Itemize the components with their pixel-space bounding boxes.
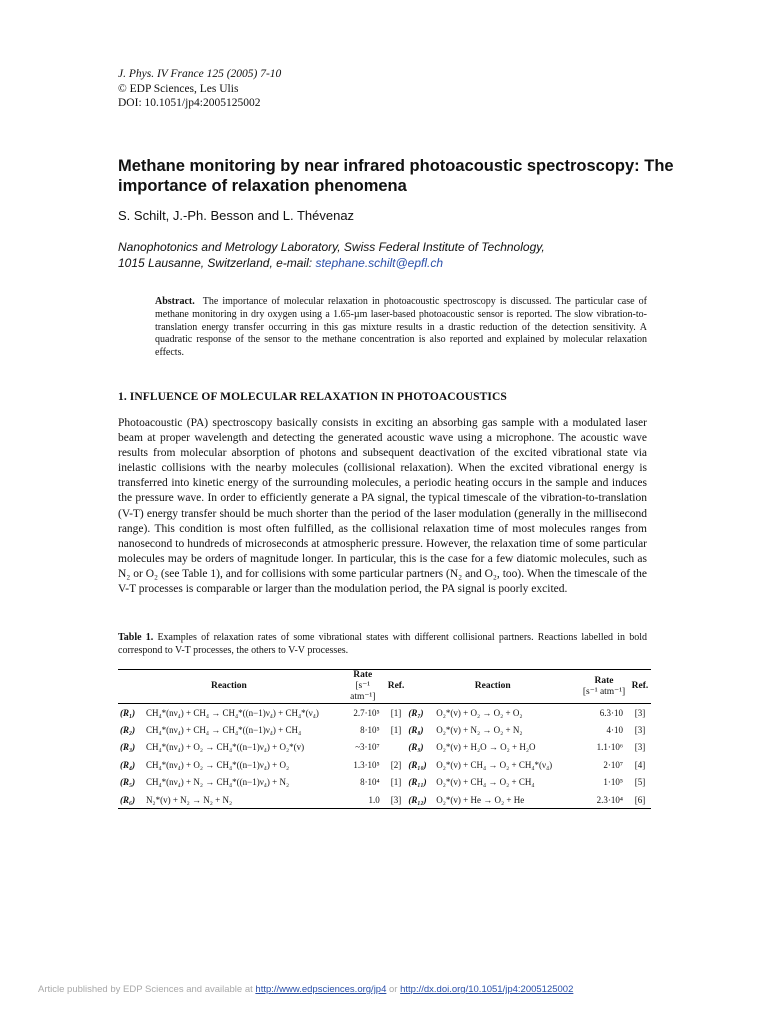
reaction-id: (R₆)	[120, 794, 136, 805]
journal-copyright: © EDP Sciences, Les Ulis	[118, 82, 239, 95]
page-footer	[38, 984, 573, 995]
section-heading: 1. INFLUENCE OF MOLECULAR RELAXATION IN PHOTOACOUSTICS	[118, 391, 507, 403]
table-caption-label: Table 1.	[118, 632, 154, 643]
table-row	[118, 721, 651, 738]
header-reaction-left: Reaction	[210, 681, 247, 691]
reaction-rate: 4·10	[606, 725, 623, 736]
reaction-rate: 1.3·10⁵	[353, 759, 380, 770]
reaction-ref: [6]	[634, 794, 646, 805]
edp-sciences-link[interactable]: http://www.edpsciences.org/jp4	[255, 984, 387, 995]
reaction-equation: N₂*(v) + N₂ → N₂ + N₂	[145, 794, 233, 805]
reaction-ref: [3]	[634, 707, 646, 718]
reaction-ref: [1]	[390, 777, 402, 788]
reaction-id: (R₄)	[120, 759, 136, 770]
reaction-rate: 2.7·10⁵	[353, 707, 380, 718]
table-caption	[118, 632, 647, 657]
journal-header	[118, 67, 281, 111]
reaction-id: (R₃)	[120, 742, 136, 753]
footer-text: Article published by EDP Sciences and available at	[38, 984, 256, 995]
reaction-rate: 2.3·10⁴	[596, 794, 623, 805]
abstract-text: The importance of molecular relaxation in photoacoustic spectroscopy is discussed. The particular case of methane monitoring in dry oxygen using a 1.65-µm laser-based photoacoustic sensor is reported. The slow vibration-to-translation energy transfer occurring in this gas mixture results in a drastic reduction of the detection sensitivity. A quadratic response of the sensor to the methane concentration is also reported and explained by molecular relaxation effects.	[155, 296, 647, 359]
table-row	[118, 756, 651, 773]
reaction-equation: O₂*(v) + CH₄ → O₂ + CH₄*(ν₄)	[436, 759, 553, 770]
authors: S. Schilt, J.-Ph. Besson and L. Thévenaz	[118, 208, 355, 223]
reaction-equation: O₂*(v) + O₂ → O₂ + O₂	[436, 707, 523, 718]
reaction-ref: [3]	[634, 725, 646, 736]
table-row	[118, 774, 651, 791]
reaction-equation: CH₄*(nν₄) + CH₄ → CH₄*((n−1)ν₄) + CH₄	[145, 725, 302, 736]
reaction-id: (R₇)	[408, 707, 424, 718]
header-rate-right: Rate [s⁻¹ atm⁻¹]	[582, 675, 626, 697]
reaction-rate: 1.1·10⁶	[596, 742, 623, 753]
reaction-ref: [3]	[390, 794, 402, 805]
table-row	[118, 704, 651, 722]
reaction-rate: 8·10⁴	[360, 777, 380, 788]
affiliation-line-1: Nanophotonics and Metrology Laboratory, Swiss Federal Institute of Technology,	[118, 240, 545, 254]
reaction-equation: CH₄*(nν₄) + N₂ → CH₄*((n−1)ν₄) + N₂	[145, 777, 290, 788]
table-header-row	[118, 670, 651, 704]
header-rate-left: Rate [s⁻¹ atm⁻¹]	[350, 670, 376, 702]
reaction-equation: CH₄*(nν₄) + O₂ → CH₄*((n−1)ν₄) + O₂*(v)	[145, 742, 305, 753]
reaction-rate: 1.0	[368, 794, 380, 805]
reaction-ref: [1]	[390, 707, 402, 718]
affiliation-line-2	[118, 255, 658, 271]
reaction-id: (R₁₂)	[408, 794, 427, 805]
reaction-ref: [1]	[390, 725, 402, 736]
reaction-rate: ~3·10⁷	[355, 742, 380, 753]
paper-title: Methane monitoring by near infrared photoacoustic spectroscopy: The importance of relaxation phenomena	[118, 157, 674, 195]
reaction-id: (R₂)	[120, 725, 136, 736]
journal-citation: J. Phys. IV France 125 (2005) 7-10	[118, 68, 282, 80]
affiliation	[118, 239, 658, 271]
header-ref-right: Ref.	[631, 681, 649, 691]
relaxation-table	[118, 669, 651, 809]
reaction-id: (R₅)	[120, 777, 136, 788]
reaction-rate: 8·10⁵	[360, 725, 380, 736]
table-row	[118, 791, 651, 809]
reaction-equation: O₂*(v) + CH₄ → O₂ + CH₄	[436, 777, 535, 788]
abstract	[155, 296, 647, 360]
reaction-ref: [3]	[634, 742, 646, 753]
reaction-rate: 1·10⁵	[603, 777, 623, 788]
reaction-equation: O₂*(v) + H₂O → O₂ + H₂O	[436, 742, 536, 753]
reaction-equation: CH₄*(nν₄) + CH₄ → CH₄*((n−1)ν₄) + CH₄*(ν₄)	[145, 707, 319, 718]
table-caption-text: Examples of relaxation rates of some vibrational states with different collisional partners. Reactions labelled in bold correspond to V-T processes, the others to V-V processes.	[118, 632, 648, 656]
reaction-ref: [5]	[634, 777, 646, 788]
reaction-ref: [4]	[634, 759, 646, 770]
footer-separator: or	[386, 984, 401, 995]
reaction-rate: 6.3·10	[599, 707, 623, 718]
body-paragraph: Photoacoustic (PA) spectroscopy basically consists in exciting an absorbing gas sample with a modulated laser beam at proper wavelength and detecting the generated acoustic wave using a microphone. The acoustic wave results from molecular absorption of photons and subsequent deactivation of the excited vibrational state via inelastic collisions with the nearby molecules (collisional relaxation). When the excited vibrational energy is transferred into kinetic energy of the surrounding molecules, a periodic heating occurs in the sample and induces the pressure wave. In order to efficiently generate a PA signal, the typical timescale of the vibration-to-translation (V-T) energy transfer should be much shorter than the period of the laser modulation (generally in the millisecond range). This condition is most often fulfilled, as the collisional relaxation time of most molecules ranges from nanosecond to hundreds of microseconds at atmospheric pressure. However, the relaxation time of some particular molecules may be orders of magnitude longer. In particular, this is the case for a few diatomic molecules, such as N₂ or O₂ (see Table 1), and for collisions with some particular partners (N₂ and O₂, too). When the timescale of the V-T processes is comparable or larger than the modulation period, the PA signal is poorly excited.	[118, 417, 647, 596]
affiliation-address: 1015 Lausanne, Switzerland, e-mail:	[118, 256, 316, 270]
email-link[interactable]: stephane.schilt@epfl.ch	[315, 256, 444, 270]
journal-doi: DOI: 10.1051/jp4:2005125002	[118, 97, 261, 109]
reaction-ref	[386, 739, 407, 756]
reaction-equation: CH₄*(nν₄) + O₂ → CH₄*((n−1)ν₄) + O₂	[145, 759, 290, 770]
reaction-id: (R₁₁)	[408, 777, 427, 788]
reaction-equation: O₂*(v) + N₂ → O₂ + N₂	[436, 725, 523, 736]
table-row	[118, 739, 651, 756]
reaction-id: (R₉)	[408, 742, 424, 753]
header-ref-left: Ref.	[387, 681, 405, 691]
reaction-id: (R₁)	[120, 707, 136, 718]
reaction-rate: 2·10⁷	[603, 759, 623, 770]
reaction-id: (R₈)	[408, 725, 424, 736]
reaction-ref: [2]	[390, 759, 402, 770]
abstract-label: Abstract.	[155, 296, 195, 307]
reaction-id: (R₁₀)	[408, 759, 427, 770]
doi-link[interactable]: http://dx.doi.org/10.1051/jp4:2005125002	[400, 984, 574, 995]
header-reaction-right: Reaction	[474, 681, 511, 691]
reaction-equation: O₂*(v) + He → O₂ + He	[436, 794, 525, 805]
